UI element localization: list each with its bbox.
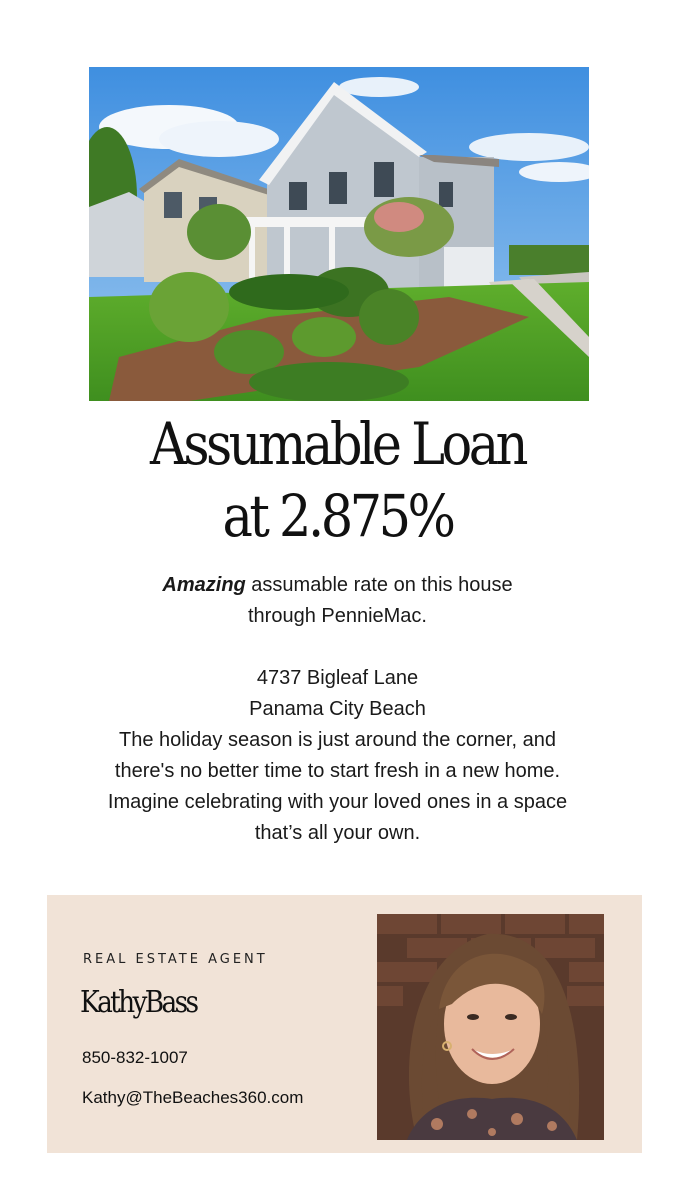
agent-card bbox=[47, 895, 642, 1153]
agent-phone[interactable]: 850-832-1007 bbox=[82, 1048, 188, 1067]
address-street: 4737 Bigleaf Lane bbox=[256, 667, 419, 689]
headline-line-1: Assumable Loan bbox=[149, 410, 526, 478]
address-city: Panama City Beach bbox=[249, 698, 426, 720]
agent-email[interactable]: Kathy@TheBeaches360.com bbox=[82, 1088, 304, 1107]
agent-role: REAL ESTATE AGENT bbox=[83, 952, 268, 967]
description-emphasis: Amazing bbox=[162, 574, 246, 596]
description-line-2: through PennieMac. bbox=[247, 605, 427, 627]
description-rest: assumable rate on this house bbox=[245, 574, 513, 596]
headline bbox=[41, 408, 635, 552]
pitch-line-2: there's no better time to start fresh in a new home. bbox=[114, 760, 561, 782]
listing-description bbox=[60, 570, 615, 849]
pitch-line-4: that’s all your own. bbox=[254, 822, 421, 844]
agent-photo bbox=[377, 914, 604, 1140]
house-photo bbox=[89, 67, 589, 401]
agent-name: KathyBass bbox=[80, 985, 197, 1020]
pitch-line-1: The holiday season is just around the corner, and bbox=[119, 729, 556, 751]
description-line-1 bbox=[60, 570, 615, 601]
headline-line-2: at 2.875% bbox=[222, 482, 453, 550]
pitch-line-3: Imagine celebrating with your loved ones in a space bbox=[107, 791, 568, 813]
spacer bbox=[60, 632, 615, 663]
